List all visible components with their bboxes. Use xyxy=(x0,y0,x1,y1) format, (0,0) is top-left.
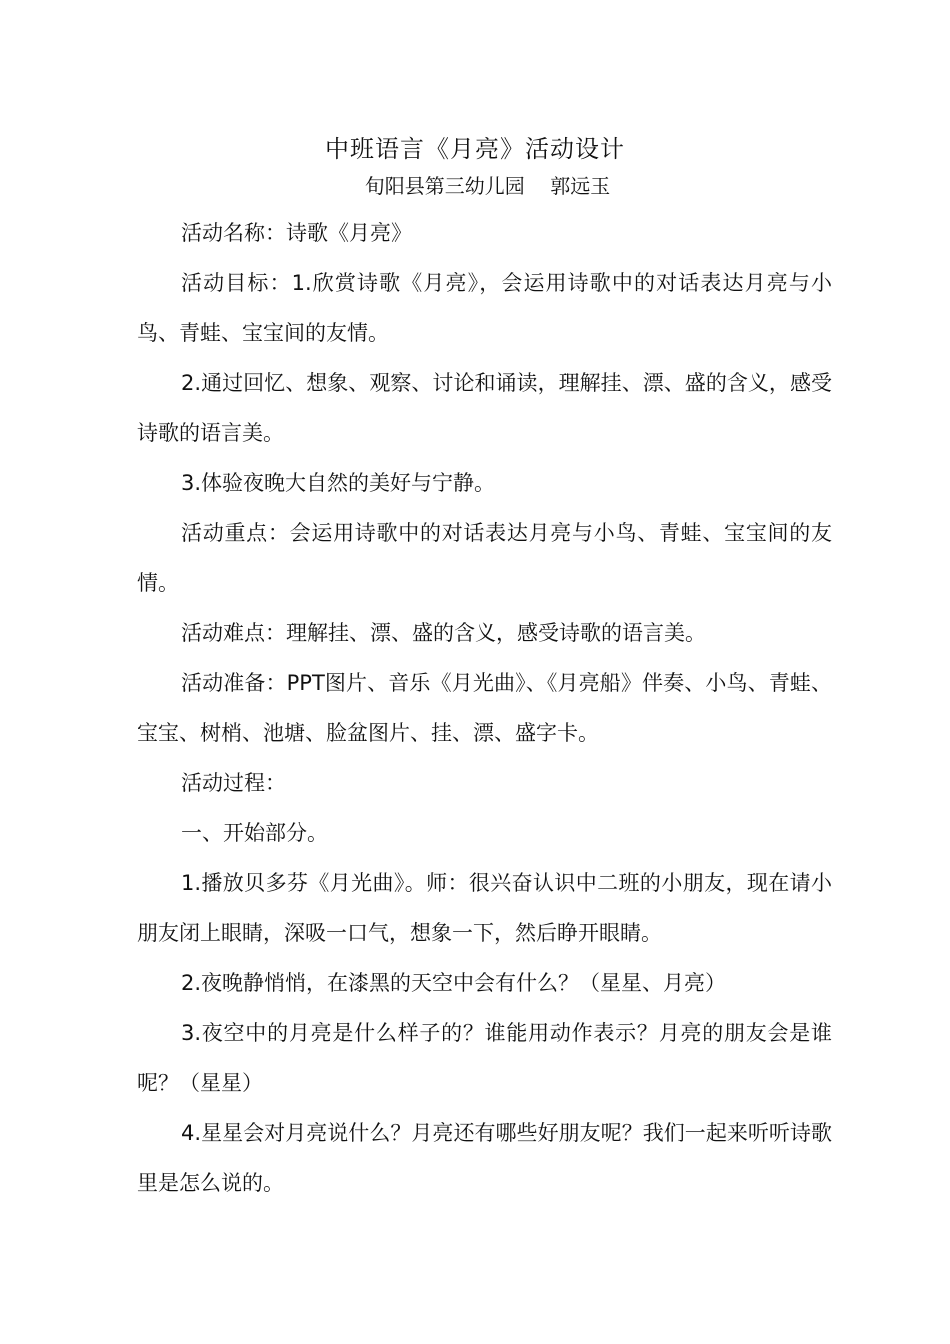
goal-3-paragraph: 3.体验夜晚大自然的美好与宁静。 xyxy=(181,471,496,495)
document-title: 中班语言《月亮》活动设计 xyxy=(325,135,625,163)
process-heading: 活动过程： xyxy=(181,771,286,795)
section-1-heading: 一、开始部分。 xyxy=(181,821,328,845)
activity-name-paragraph: 活动名称：诗歌《月亮》 xyxy=(181,221,412,245)
document-author: 旬阳县第三幼儿园 郭远玉 xyxy=(364,174,611,198)
activity-goal-paragraph: 活动目标：1.欣赏诗歌《月亮》，会运用诗歌中的对话表达月亮与小鸟、青蛙、宝宝间的友情。 xyxy=(137,271,832,345)
step-2-paragraph: 2.夜晚静悄悄，在漆黑的天空中会有什么？（星星、月亮） xyxy=(181,971,727,995)
preparation-paragraph: 活动准备：PPT图片、音乐《月光曲》、《月亮船》伴奏、小鸟、青蛙、宝宝、树梢、池塘、脸盆图片、挂、漂、盛字卡。 xyxy=(137,671,832,745)
step-3-paragraph: 3.夜空中的月亮是什么样子的？谁能用动作表示？月亮的朋友会是谁呢？（星星） xyxy=(137,1021,832,1095)
step-4-paragraph: 4.星星会对月亮说什么？月亮还有哪些好朋友呢？我们一起来听听诗歌里是怎么说的。 xyxy=(137,1121,832,1195)
step-1-paragraph: 1.播放贝多芬《月光曲》。师：很兴奋认识中二班的小朋友，现在请小朋友闭上眼睛，深吸一口气，想象一下，然后睁开眼睛。 xyxy=(137,871,832,945)
key-point-paragraph: 活动重点：会运用诗歌中的对话表达月亮与小鸟、青蛙、宝宝间的友情。 xyxy=(137,521,832,595)
goal-2-paragraph: 2.通过回忆、想象、观察、讨论和诵读，理解挂、漂、盛的含义，感受诗歌的语言美。 xyxy=(137,371,832,445)
difficulty-paragraph: 活动难点：理解挂、漂、盛的含义，感受诗歌的语言美。 xyxy=(181,621,706,645)
document-body xyxy=(137,208,832,1208)
